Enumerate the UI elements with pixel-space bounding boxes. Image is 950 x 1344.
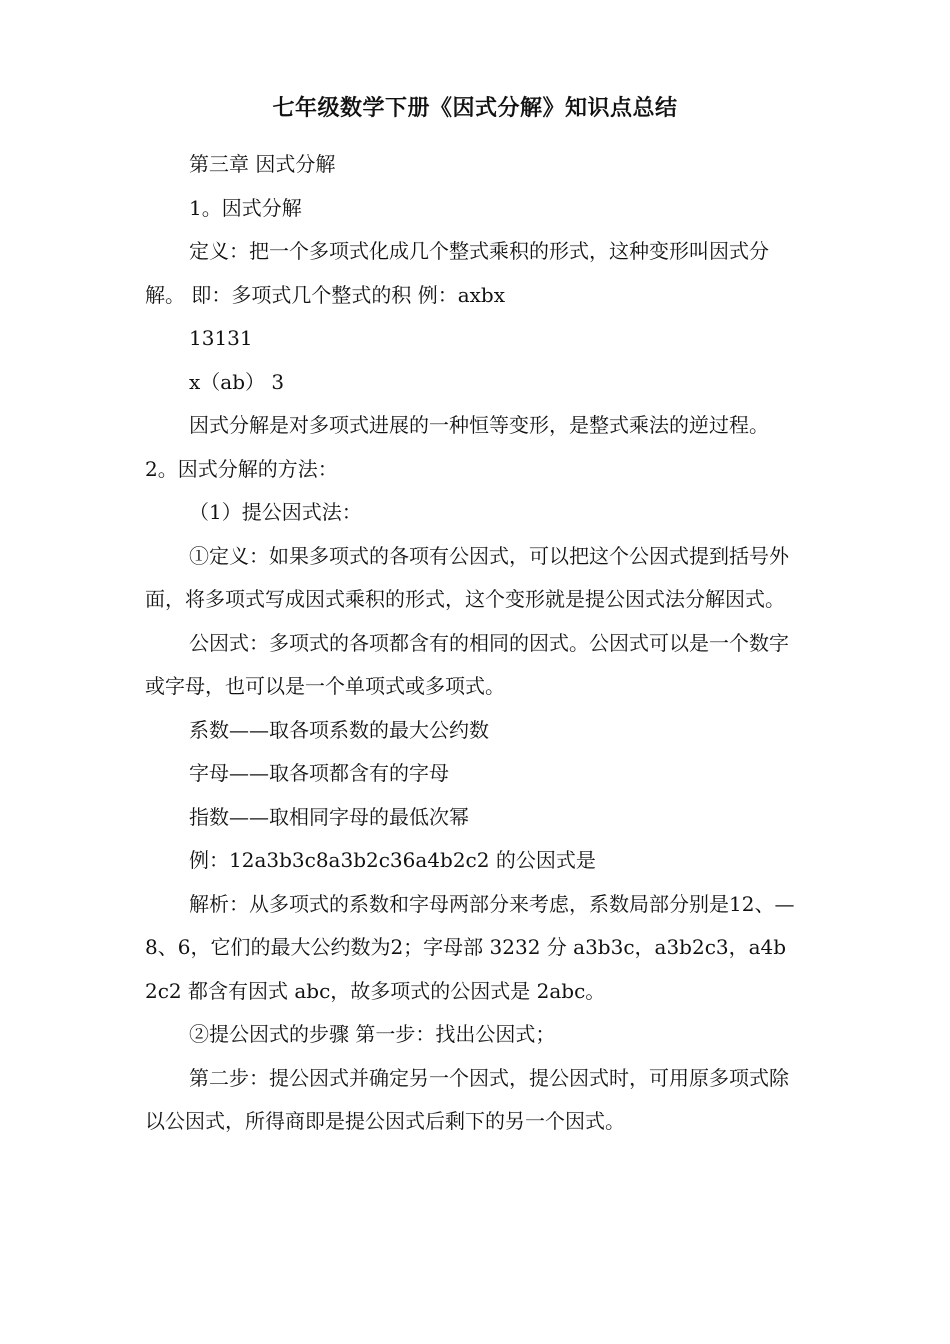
- list-item: 指数——取相同字母的最低次幂: [189, 804, 469, 829]
- section-heading: 1。因式分解: [189, 195, 302, 220]
- document-title: 七年级数学下册《因式分解》知识点总结: [272, 95, 678, 121]
- definition-paragraph: 定义：把一个多项式化成几个整式乘积的形式，这种变形叫因式分解。 即：多项式几个整式的积 例：axbx: [145, 239, 769, 307]
- formula-line: 13131: [189, 326, 253, 350]
- analysis-paragraph: 解析：从多项式的系数和字母两部分来考虑，系数局部分别是12、—8、6，它们的最大公约数为2；字母部 3232 分 a3b3c，a3b2c3，a4b2c2 都含有因式 abc，故多项式的公因式是 2abc。: [145, 891, 795, 1003]
- paragraph: ①定义：如果多项式的各项有公因式，可以把这个公因式提到括号外面，将多项式写成因式乘积的形式，这个变形就是提公因式法分解因式。: [145, 543, 789, 611]
- formula-line: x（ab） 3: [189, 369, 285, 394]
- example-paragraph: 例：12a3b3c8a3b2c36a4b2c2 的公因式是: [189, 848, 596, 872]
- chapter-heading: 第三章 因式分解: [189, 152, 336, 176]
- list-item: 字母——取各项都含有的字母: [189, 761, 449, 785]
- document-body: [145, 143, 797, 1144]
- paragraph: 因式分解是对多项式进展的一种恒等变形，是整式乘法的逆过程。 2。因式分解的方法：: [145, 413, 769, 481]
- paragraph: 公因式：多项式的各项都含有的相同的因式。公因式可以是一个数字或字母，也可以是一个单项式或多项式。: [145, 630, 789, 698]
- list-item: 系数——取各项系数的最大公约数: [189, 717, 489, 742]
- subsection-heading: （1）提公因式法：: [189, 500, 362, 524]
- paragraph: ②提公因式的步骤 第一步：找出公因式；: [189, 1022, 556, 1046]
- paragraph: 第二步：提公因式并确定另一个因式，提公因式时，可用原多项式除以公因式，所得商即是提公因式后剩下的另一个因式。: [145, 1065, 789, 1133]
